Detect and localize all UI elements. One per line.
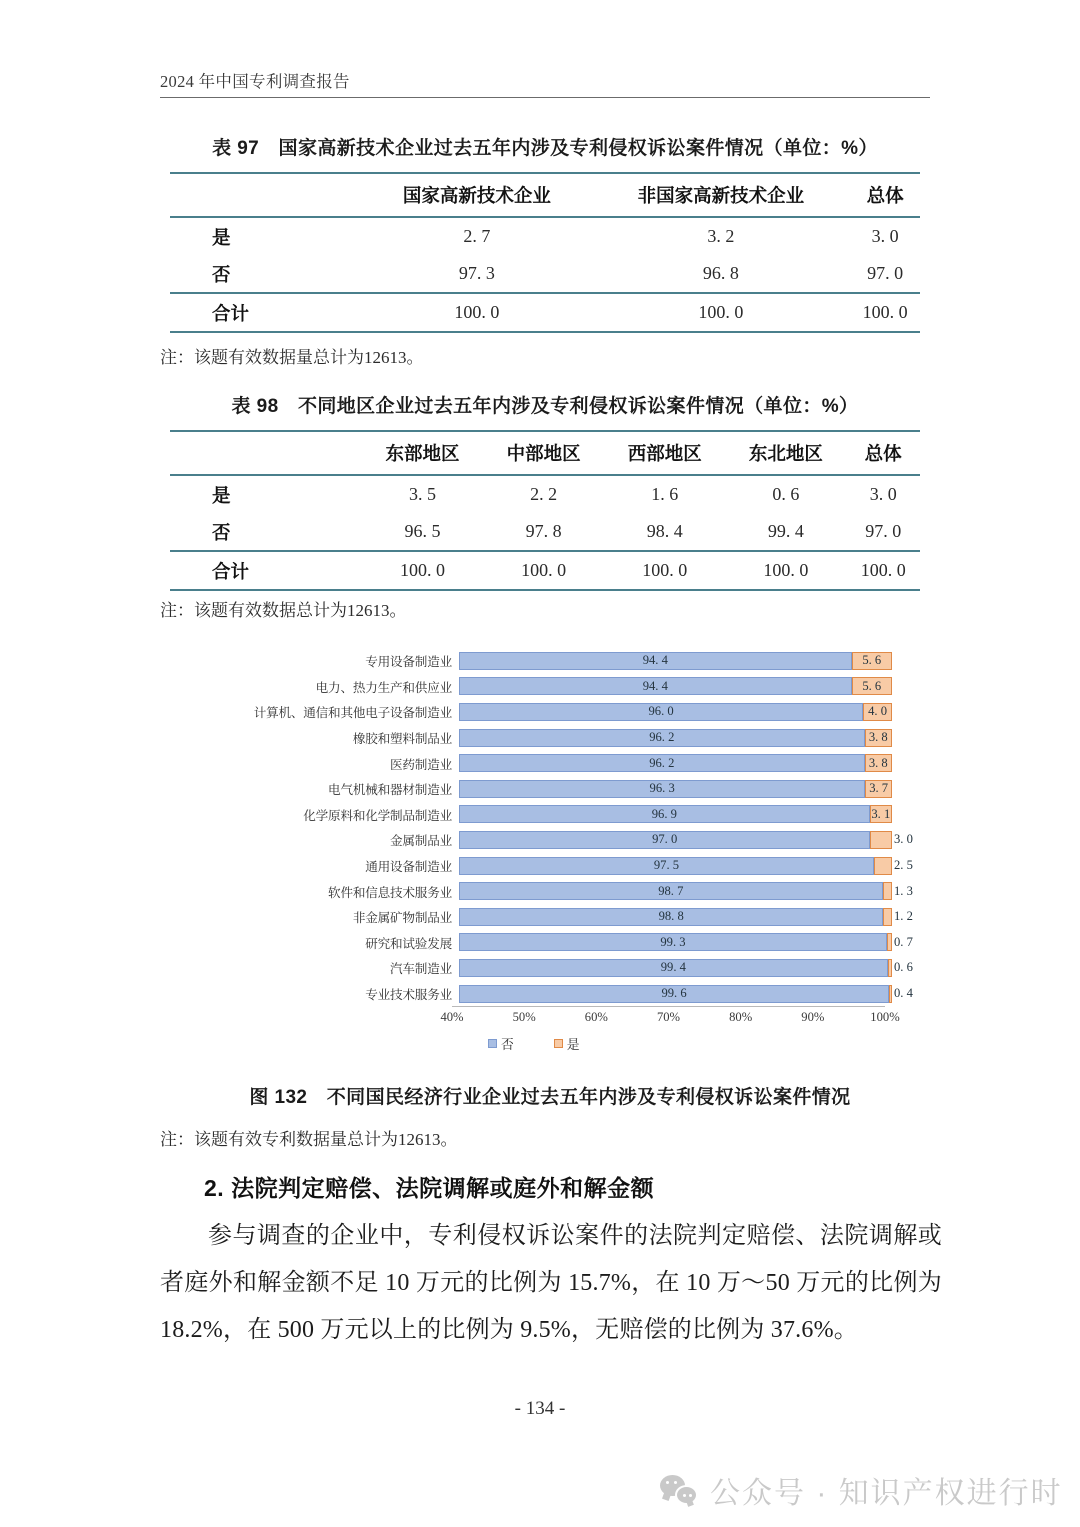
chart-category-label: 专业技术服务业	[365, 988, 452, 1003]
table-98-cell: 97. 8	[525, 521, 562, 541]
table-98-row-0-label: 是	[170, 475, 362, 513]
table-97-col-1: 国家高新技术企业	[362, 173, 592, 217]
table-98-title: 表 98 不同地区企业过去五年内涉及专利侵权诉讼案件情况（单位：%）	[231, 396, 859, 417]
chart-x-tick: 70%	[656, 1010, 681, 1024]
chart-value-yes: 0. 7	[893, 934, 913, 949]
table-98-cell: 3. 0	[846, 475, 920, 513]
chart-bar-row	[160, 750, 940, 776]
chart-bar-row	[160, 981, 940, 1007]
chart-bar-track	[459, 908, 913, 926]
table-98-col-0	[170, 431, 362, 475]
chart-segment-no	[459, 729, 865, 747]
table-98-cell: 2. 2	[483, 475, 604, 513]
chart-value-yes: 1. 3	[893, 883, 913, 898]
chart-legend-item	[554, 1034, 580, 1053]
watermark-text: 公众号 · 知识产权进行时	[710, 1477, 1063, 1510]
wechat-icon	[660, 1475, 698, 1505]
chart-bar-row	[160, 776, 940, 802]
chart-value-yes: 1. 2	[893, 909, 913, 924]
table-row	[170, 513, 920, 551]
figure-132-chart	[160, 640, 940, 1070]
chart-segment-yes	[874, 857, 913, 875]
chart-bar-row	[160, 904, 940, 930]
chart-segment-no	[459, 831, 870, 849]
chart-segment-no	[459, 985, 889, 1003]
table-97-title: 表 97 国家高新技术企业过去五年内涉及专利侵权诉讼案件情况（单位：%）	[212, 138, 878, 159]
chart-segment-yes	[852, 652, 892, 670]
section-heading: 2. 法院判定赔偿、法院调解或庭外和解金额	[204, 1175, 655, 1201]
chart-legend-item	[488, 1034, 514, 1053]
chart-bar-track	[459, 703, 892, 721]
watermark	[660, 1468, 1063, 1512]
running-head-rule	[160, 97, 930, 98]
figure-132-note: 注：该题有效专利数据量总计为12613。	[160, 1130, 458, 1149]
table-row	[170, 255, 920, 293]
chart-category-label: 金属制品业	[390, 834, 452, 849]
chart-bar-track	[459, 729, 892, 747]
chart-segment-yes	[889, 985, 913, 1003]
table-row	[170, 293, 920, 332]
table-98-cell: 0. 6	[725, 475, 846, 513]
table-97-cell: 3. 2	[592, 217, 850, 255]
chart-segment-yes	[865, 780, 892, 798]
chart-bar-track	[459, 831, 913, 849]
table-98-col-5: 总体	[846, 431, 920, 475]
chart-segment-yes	[863, 703, 892, 721]
table-97-col-0	[170, 173, 362, 217]
chart-value-no: 98. 8	[658, 909, 684, 924]
table-97-row-0-label: 是	[170, 217, 362, 255]
chart-segment-no	[459, 754, 865, 772]
chart-bar-row	[160, 674, 940, 700]
table-97-cell: 97. 0	[867, 263, 904, 283]
chart-category-label: 化学原料和化学制品制造业	[303, 808, 452, 823]
table-97-row-1-label: 否	[212, 263, 231, 285]
chart-value-no: 97. 5	[653, 858, 680, 873]
table-98-cell: 99. 4	[767, 521, 804, 541]
page-number: - 134 -	[514, 1398, 566, 1419]
table-98-cell: 3. 5	[362, 475, 483, 513]
chart-bar-track	[459, 985, 913, 1003]
chart-bar-track	[459, 805, 892, 823]
table-97-cell: 2. 7	[362, 217, 592, 255]
chart-value-no: 96. 2	[649, 755, 675, 770]
chart-value-yes: 5. 6	[862, 653, 882, 668]
table-row	[170, 431, 920, 475]
figure-132-caption: 图 132 不同国民经济行业企业过去五年内涉及专利侵权诉讼案件情况	[249, 1087, 851, 1108]
chart-segment-yes	[888, 959, 913, 977]
chart-bar-row	[160, 802, 940, 828]
chart-segment-yes	[865, 754, 892, 772]
table-98-total-cell: 100. 0	[846, 551, 920, 590]
table-97-cell: 96. 8	[702, 263, 739, 283]
table-97-total-cell: 100. 0	[850, 293, 920, 332]
table-98-col-2: 中部地区	[483, 431, 604, 475]
chart-bar-track	[459, 933, 913, 951]
chart-segment-no	[459, 882, 883, 900]
chart-segment-yes	[870, 805, 892, 823]
chart-bar-track	[459, 780, 892, 798]
chart-segment-no	[459, 857, 874, 875]
chart-value-yes: 3. 0	[893, 832, 913, 847]
chart-value-no: 96. 2	[649, 730, 675, 745]
chart-category-label: 橡胶和塑料制品业	[352, 732, 452, 747]
table-98-total-cell: 100. 0	[725, 551, 846, 590]
table-97-total-label: 合计	[170, 293, 362, 332]
table-row	[170, 475, 920, 513]
section-paragraph: 参与调查的企业中，专利侵权诉讼案件的法院判定赔偿、法院调解或者庭外和解金额不足 10 万元的比例为 15.7%，在 10 万～50 万元的比例为 18.2%，在 500 万元以上的比例为 9.5%，无赔偿的比例为 37.6%。	[160, 1223, 942, 1343]
table-98-cell: 98. 4	[646, 521, 683, 541]
chart-bar-row	[160, 827, 940, 853]
chart-value-no: 94. 4	[642, 678, 668, 693]
chart-category-label: 通用设备制造业	[365, 860, 452, 875]
table-98-cell: 97. 0	[865, 521, 902, 541]
chart-value-no: 96. 0	[648, 704, 674, 719]
chart-bar-row	[160, 853, 940, 879]
chart-category-label: 医药制造业	[390, 757, 452, 772]
chart-category-label: 计算机、通信和其他电子设备制造业	[253, 706, 452, 721]
table-98-col-1: 东部地区	[362, 431, 483, 475]
chart-value-yes: 3. 8	[868, 755, 888, 770]
table-97-total-cell: 100. 0	[362, 293, 592, 332]
chart-segment-yes	[865, 729, 892, 747]
table-97	[170, 172, 920, 333]
table-row	[170, 173, 920, 217]
chart-bar-track	[459, 652, 892, 670]
chart-value-yes: 0. 4	[893, 986, 913, 1001]
table-97-total-cell: 100. 0	[592, 293, 850, 332]
chart-value-no: 94. 4	[642, 653, 668, 668]
chart-segment-no	[459, 959, 888, 977]
table-98-cell: 1. 6	[604, 475, 725, 513]
table-98-col-4: 东北地区	[725, 431, 846, 475]
chart-x-tick: 90%	[801, 1010, 825, 1024]
chart-value-yes: 3. 1	[871, 806, 891, 821]
chart-value-no: 98. 7	[658, 883, 684, 898]
chart-segment-no	[459, 703, 863, 721]
chart-value-no: 99. 4	[660, 960, 686, 975]
table-98-note: 注：该题有效数据总计为12613。	[160, 601, 407, 620]
chart-legend	[452, 1034, 921, 1053]
chart-category-label: 电气机械和器材制造业	[328, 783, 452, 798]
chart-legend-swatch	[488, 1039, 497, 1048]
chart-value-yes: 0. 6	[893, 960, 913, 975]
table-98-row-1-label: 否	[212, 521, 231, 543]
chart-x-axis-ticks	[440, 1010, 900, 1030]
chart-value-no: 97. 0	[652, 832, 678, 847]
chart-bar-track	[459, 959, 913, 977]
table-97-col-3: 总体	[850, 173, 920, 217]
chart-value-no: 99. 6	[661, 986, 687, 1001]
table-98-total-cell: 100. 0	[362, 551, 483, 590]
table-98-total-cell: 100. 0	[604, 551, 725, 590]
chart-bar-row	[160, 930, 940, 956]
table-98-total-label: 合计	[170, 551, 362, 590]
chart-bar-row	[160, 878, 940, 904]
chart-value-no: 99. 3	[660, 934, 686, 949]
chart-legend-label: 是	[566, 1038, 580, 1052]
chart-legend-label: 否	[501, 1038, 514, 1052]
chart-value-no: 96. 9	[651, 806, 677, 821]
chart-value-yes: 3. 8	[868, 730, 888, 745]
chart-segment-no	[459, 805, 870, 823]
chart-segment-yes	[883, 908, 913, 926]
chart-category-label: 专用设备制造业	[365, 655, 452, 670]
table-row	[170, 551, 920, 590]
running-head: 2024 年中国专利调查报告	[160, 72, 350, 91]
chart-bar-track	[459, 677, 892, 695]
table-98-col-3: 西部地区	[604, 431, 725, 475]
table-98	[170, 430, 920, 591]
table-98-cell: 96. 5	[404, 521, 441, 541]
chart-value-yes: 3. 7	[869, 781, 889, 796]
chart-segment-yes	[870, 831, 913, 849]
chart-bar-row	[160, 648, 940, 674]
chart-segment-no	[459, 652, 852, 670]
chart-bar-rows	[160, 648, 940, 1006]
chart-category-label: 电力、热力生产和供应业	[315, 680, 452, 695]
chart-segment-no	[459, 780, 865, 798]
chart-segment-no	[459, 677, 852, 695]
table-97-cell: 97. 3	[458, 263, 495, 283]
chart-value-yes: 5. 6	[862, 678, 882, 693]
chart-value-yes: 4. 0	[868, 704, 887, 719]
chart-bar-track	[459, 754, 892, 772]
chart-x-tick: 40%	[440, 1010, 464, 1024]
table-97-cell: 3. 0	[850, 217, 920, 255]
chart-bar-row	[160, 699, 940, 725]
table-97-col-2: 非国家高新技术企业	[592, 173, 850, 217]
chart-category-label: 软件和信息技术服务业	[328, 885, 452, 900]
chart-x-tick: 50%	[512, 1010, 536, 1024]
table-97-note: 注：该题有效数据量总计为12613。	[160, 348, 424, 367]
chart-segment-yes	[887, 933, 913, 951]
chart-x-tick: 60%	[584, 1010, 608, 1024]
chart-bar-track	[459, 882, 913, 900]
chart-category-label: 汽车制造业	[390, 962, 452, 977]
chart-x-tick: 80%	[729, 1010, 753, 1024]
chart-segment-yes	[852, 677, 892, 695]
chart-segment-no	[459, 933, 887, 951]
chart-legend-swatch	[554, 1039, 563, 1048]
chart-category-label: 非金属矿物制品业	[352, 911, 452, 926]
table-98-total-cell: 100. 0	[483, 551, 604, 590]
chart-bar-row	[160, 955, 940, 981]
chart-x-tick: 100%	[870, 1010, 900, 1024]
chart-segment-no	[459, 908, 883, 926]
chart-value-no: 96. 3	[649, 781, 675, 796]
chart-segment-yes	[883, 882, 913, 900]
table-row	[170, 217, 920, 255]
chart-bar-row	[160, 725, 940, 751]
chart-value-yes: 2. 5	[893, 858, 913, 873]
chart-x-axis-line	[452, 1006, 885, 1007]
chart-bar-track	[459, 857, 913, 875]
chart-category-label: 研究和试验发展	[365, 936, 452, 951]
